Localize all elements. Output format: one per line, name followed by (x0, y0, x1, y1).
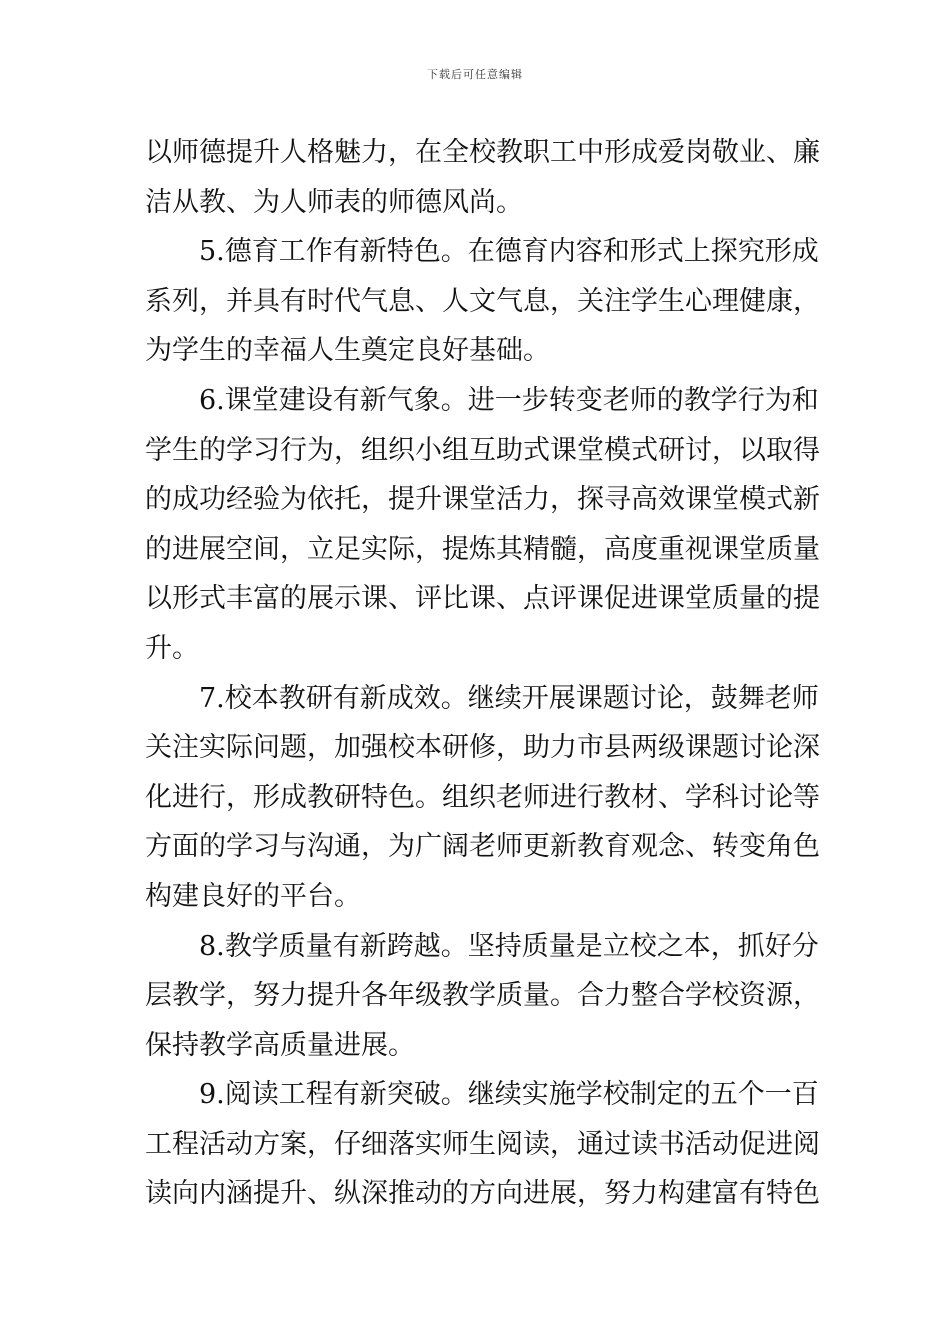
text-line: 读向内涵提升、纵深推动的方向进展，努力构建富有特色 (145, 1178, 820, 1210)
paragraph-start-line: 7.校本教研有新成效。继续开展课题讨论，鼓舞老师 (199, 682, 819, 714)
text-line: 系列，并具有时代气息、人文气息，关注学生心理健康， (145, 285, 820, 317)
text-line: 工程活动方案，仔细落实师生阅读，通过读书活动促进阅 (145, 1128, 820, 1160)
text-line: 保持教学高质量进展。 (145, 1029, 415, 1061)
text-line: 方面的学习与沟通，为广阔老师更新教育观念、转变角色 (145, 831, 820, 863)
text-line: 构建良好的平台。 (145, 880, 361, 912)
text-line: 的进展空间，立足实际，提炼其精髓，高度重视课堂质量 (145, 533, 820, 565)
paragraph-start-line: 5.德育工作有新特色。在德育内容和形式上探究形成 (199, 236, 819, 268)
text-line: 以形式丰富的展示课、评比课、点评课促进课堂质量的提 (145, 583, 820, 615)
text-line: 以师德提升人格魅力，在全校教职工中形成爱岗敬业、廉 (145, 137, 820, 168)
text-line: 关注实际问题，加强校本研修，助力市县两级课题讨论深 (145, 732, 820, 764)
text-line: 学生的学习行为，组织小组互助式课堂模式研讨，以取得 (145, 434, 820, 466)
text-line: 为学生的幸福人生奠定良好基础。 (145, 335, 550, 367)
text-line: 洁从教、为人师表的师德风尚。 (145, 186, 523, 218)
text-line: 层教学，努力提升各年级教学质量。合力整合学校资源， (145, 980, 820, 1012)
paragraph-start-line: 6.课堂建设有新气象。进一步转变老师的教学行为和 (199, 384, 819, 416)
page-header-note: 下载后可任意编辑 (427, 68, 523, 81)
paragraph-start-line: 9.阅读工程有新突破。继续实施学校制定的五个一百 (199, 1079, 819, 1111)
paragraph-start-line: 8.教学质量有新跨越。坚持质量是立校之本，抓好分 (199, 930, 819, 962)
text-line: 的成功经验为依托，提升课堂活力，探寻高效课堂模式新 (145, 484, 820, 516)
text-line: 化进行，形成教研特色。组织老师进行教材、学科讨论等 (145, 781, 820, 813)
text-line: 升。 (145, 632, 199, 664)
document-body (145, 128, 820, 1219)
